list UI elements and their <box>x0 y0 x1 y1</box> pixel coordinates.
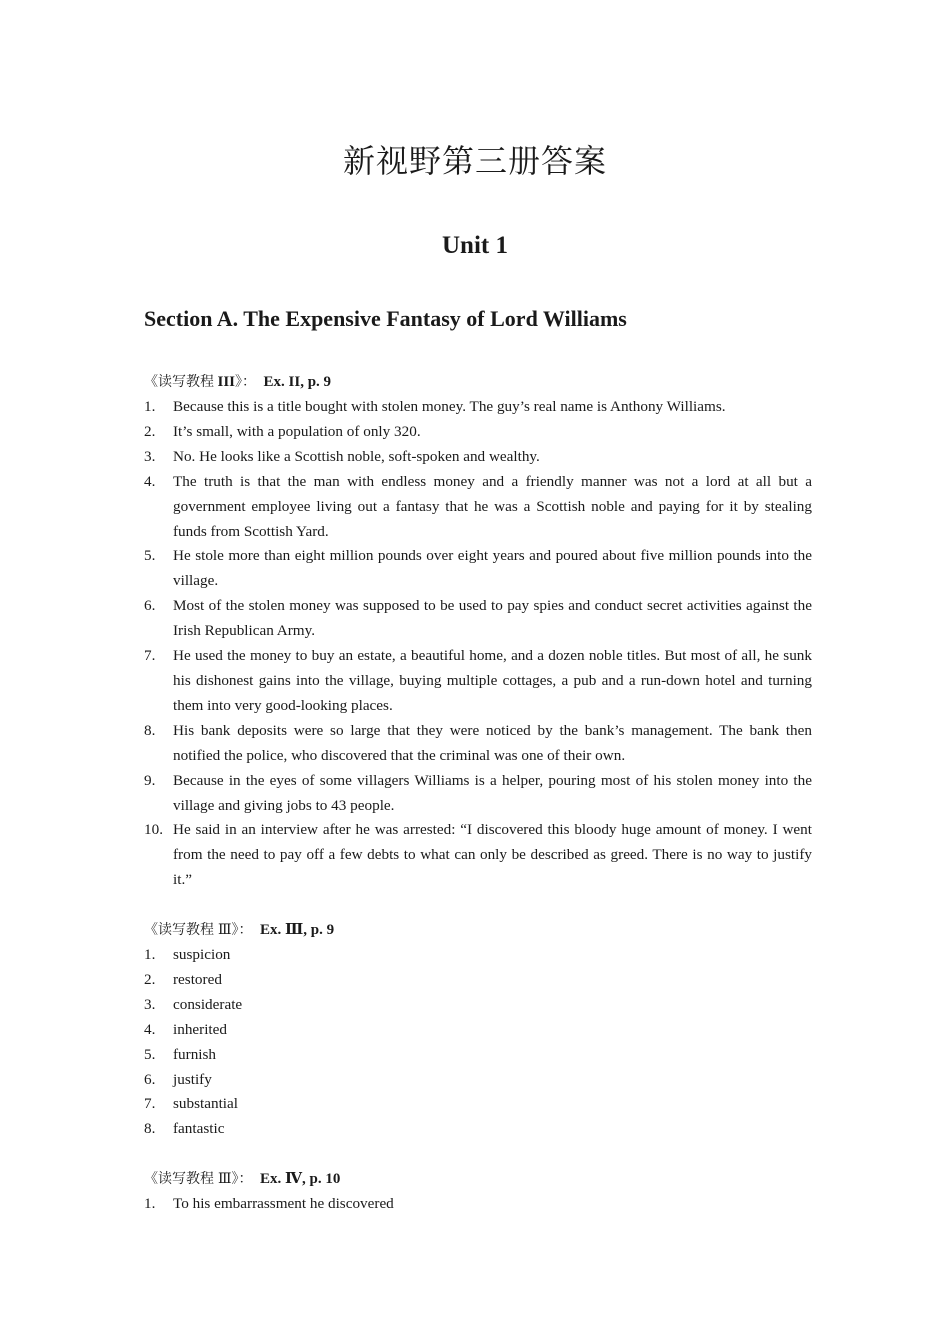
answer-number: 10. <box>144 821 163 839</box>
answer-text: It’s small, with a population of only 320. <box>173 422 421 440</box>
answer-item <box>144 818 812 893</box>
answer-number: 2. <box>144 970 156 988</box>
answer-text: He stole more than eight million pounds over eight years and poured about five million pounds into the village. <box>173 547 812 590</box>
answer-item <box>144 644 812 719</box>
exercise-heading <box>144 1167 812 1192</box>
answer-number: 1. <box>144 1195 156 1212</box>
answer-number: 1. <box>144 398 156 415</box>
answer-number: 5. <box>144 547 156 565</box>
book-name: 《读写教程 <box>144 922 214 938</box>
answer-text: considerate <box>173 995 243 1013</box>
book-name: 《读写教程 <box>144 1171 214 1187</box>
answer-item <box>144 445 812 470</box>
answer-text: suspicion <box>173 946 231 963</box>
answer-text: His bank deposits were so large that they were noticed by the bank’s management. The bank then notified the police, who discovered that the criminal was one of their own. <box>173 721 812 764</box>
answer-number: 6. <box>144 597 156 615</box>
answer-text: restored <box>173 970 222 988</box>
answer-item <box>144 395 812 420</box>
answer-text: He used the money to buy an estate, a beautiful home, and a dozen noble titles. But most of all, he sunk his dishonest gains into the village, buying multiple cottages, a pub and a run-down hotel and turning them into very good-looking places. <box>173 647 812 714</box>
book-suffix: 》： <box>235 374 257 390</box>
answer-item <box>144 470 812 545</box>
answer-item <box>144 594 812 644</box>
exercise-heading <box>144 918 812 943</box>
answer-text: No. He looks like a Scottish noble, soft-spoken and wealthy. <box>173 447 540 465</box>
answer-text: fantastic <box>173 1120 225 1138</box>
answer-item <box>144 1117 812 1142</box>
exercise-block-2 <box>144 918 812 1142</box>
answer-number: 4. <box>144 472 156 490</box>
answer-text: justify <box>173 1070 212 1088</box>
answer-list <box>144 1192 812 1217</box>
book-suffix: 》： <box>231 1171 253 1187</box>
answer-item <box>144 968 812 993</box>
answer-item <box>144 943 812 968</box>
answer-item <box>144 719 812 769</box>
book-name: 《读写教程 <box>144 374 214 390</box>
answer-number: 7. <box>144 647 156 665</box>
exercise-reference: Ex. Ⅲ, p. 9 <box>260 922 335 938</box>
answer-text: He said in an interview after he was arrested: “I discovered this bloody huge amount of money. I went from the need to pay off a few debts to what can only be described as greed. There is no way to justify it.” <box>173 821 812 889</box>
document-title: 新视野第三册答案 <box>342 142 607 180</box>
answer-text: The truth is that the man with endless money and a friendly manner was not a lord at all but a government employee living out a fantasy that he was a Scottish noble and paying for it by stealing funds from Scottish Yard. <box>173 472 812 540</box>
answer-number: 3. <box>144 995 156 1013</box>
answer-text: To his embarrassment he discovered <box>173 1195 394 1212</box>
answer-text: inherited <box>173 1020 227 1038</box>
exercise-heading <box>144 370 812 395</box>
answer-number: 8. <box>144 1120 156 1138</box>
unit-heading: Unit 1 <box>442 232 508 259</box>
book-numeral: Ⅲ <box>218 1171 232 1187</box>
exercise-block-3 <box>144 1167 812 1217</box>
section-heading: Section A. The Expensive Fantasy of Lord Williams <box>144 306 627 331</box>
exercise-block-1 <box>144 370 812 893</box>
answer-number: 7. <box>144 1095 156 1113</box>
answer-item <box>144 1092 812 1117</box>
answer-number: 5. <box>144 1045 156 1063</box>
answer-item <box>144 993 812 1018</box>
exercise-reference: Ex. II, p. 9 <box>263 374 332 390</box>
answer-item <box>144 1018 812 1043</box>
answer-item <box>144 1192 812 1217</box>
answer-item <box>144 1068 812 1093</box>
answer-number: 3. <box>144 447 156 465</box>
answer-text: Because in the eyes of some villagers Williams is a helper, pouring most of his stolen money into the village and giving jobs to 43 people. <box>173 771 812 814</box>
answer-text: substantial <box>173 1095 238 1113</box>
answer-number: 9. <box>144 771 156 789</box>
answer-list <box>144 943 812 1142</box>
answer-list <box>144 395 812 893</box>
answer-text: Most of the stolen money was supposed to be used to pay spies and conduct secret activities against the Irish Republican Army. <box>173 597 812 640</box>
exercise-reference: Ex. Ⅳ, p. 10 <box>260 1171 341 1187</box>
answer-number: 6. <box>144 1070 156 1088</box>
answer-number: 8. <box>144 721 156 739</box>
answer-item <box>144 420 812 445</box>
answer-number: 4. <box>144 1020 156 1038</box>
book-numeral: Ⅲ <box>218 922 232 938</box>
book-numeral: III <box>217 374 236 390</box>
answer-text: furnish <box>173 1045 217 1063</box>
answer-item <box>144 1043 812 1068</box>
answer-text: Because this is a title bought with stolen money. The guy’s real name is Anthony Williams. <box>173 398 726 415</box>
answer-item <box>144 544 812 594</box>
answer-number: 1. <box>144 946 156 963</box>
answer-number: 2. <box>144 422 156 440</box>
book-suffix: 》： <box>231 922 253 938</box>
answer-item <box>144 769 812 819</box>
